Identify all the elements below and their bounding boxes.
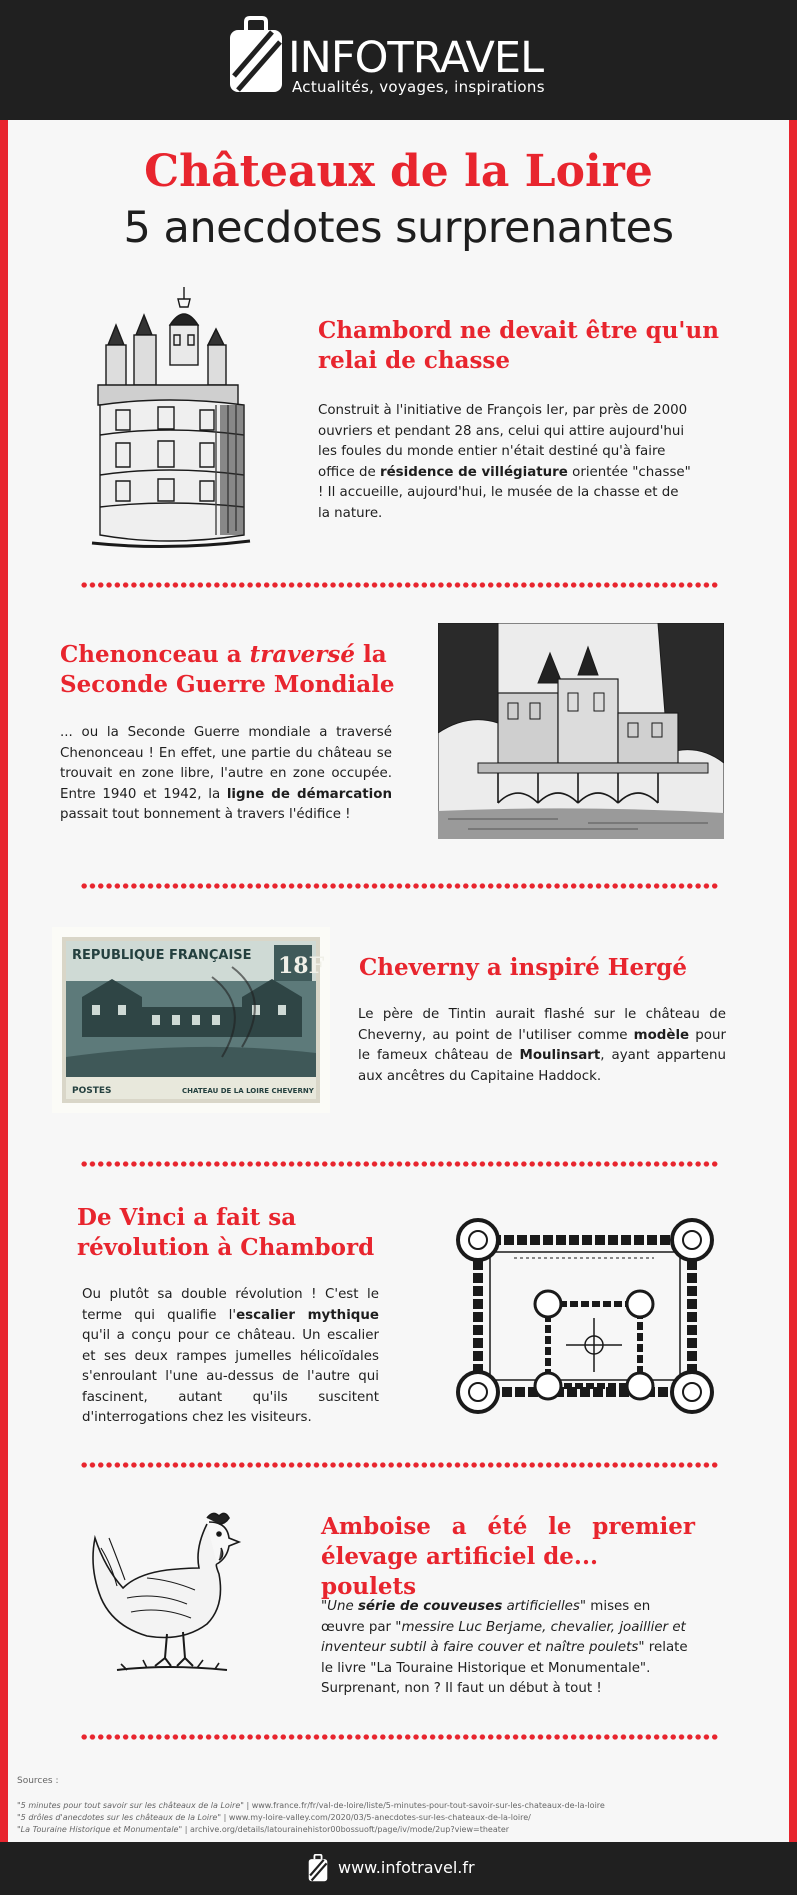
footer-website-link[interactable]: www.infotravel.fr [338,1858,475,1877]
dotted-separator [80,883,720,889]
bold-text [358,1599,502,1614]
section-title-amboise [321,1512,695,1602]
body-text-run: Ou plutôt sa double révolution ! C'est le terme qui qualifie l' [82,1287,379,1323]
body-text-run: Construit à l'initiative de François Ier, par près de 2000 ouvriers et pendant 28 ans, celui qui attire aujourd'hui les foules du monde entier n'était destiné qu'à faire office de [318,403,688,480]
stamp-caption: CHATEAU DE LA LOIRE CHEVERNY [182,1087,314,1095]
section-body-chenonceau [60,723,392,826]
source-link[interactable]: | www.my-loire-valley.com/2020/03/5-anecdotes-sur-les-chateaux-de-la-loire/ [221,1813,531,1822]
bold-text: escalier mythique [236,1307,379,1323]
body-text-run: ... ou la Seconde Guerre mondiale a traversé Chenonceau ! En effet, une partie du château se trouvait en zone libre, l'autre en zone occupée. Entre 1940 et 1942, la [60,725,392,802]
source-link[interactable]: | www.france.fr/fr/val-de-loire/liste/5-minutes-pour-tout-savoir-sur-les-chateaux-de-la-loire [243,1801,605,1810]
page-title: Châteaux de la Loire [144,146,653,197]
title-word: a [451,1513,467,1540]
source-title: "La Touraine Historique et Monumentale" [17,1825,183,1834]
section-title-chambord [318,316,719,376]
body-text-run: , ayant appartenu aux ancêtres du Capitaine Haddock. [358,1048,726,1084]
source-title: "5 minutes pour tout savoir sur les châteaux de la Loire" [17,1801,244,1810]
suitcase-icon [308,1854,328,1882]
footer-bar [0,1842,797,1895]
title-word: Amboise [321,1513,431,1540]
section-title-cheverny: Cheverny a inspiré Hergé [359,954,687,981]
left-accent-bar [0,120,8,1842]
body-text-run: orientée "chasse" ! Il accueille, aujourd'hui, le musée de la chasse et de la nature. [318,464,691,521]
chambord-tower-engraving [88,285,253,557]
italic-text: artificielles" [502,1599,587,1614]
dotted-separator [80,582,720,588]
chenonceau-engraving [438,623,724,839]
title-text: la [354,641,387,668]
cheverny-stamp [52,927,330,1113]
section-title-line: révolution à Chambord [77,1234,375,1261]
section-title-de-vinci [77,1203,374,1263]
dotted-separator [80,1734,720,1740]
source-item [17,1801,605,1810]
body-text-run: Le père de Tintin aurait flashé sur le château de Cheverny, au point de l'utiliser comme [358,1007,726,1043]
dotted-separator [80,1161,720,1167]
emphasis-text: série de couveuses [357,1599,503,1614]
bold-text: modèle [633,1027,690,1043]
section-title-line: De Vinci a fait sa [77,1204,297,1231]
sources-label: Sources : [17,1776,59,1786]
suitcase-icon [228,16,284,94]
dotted-separator [80,1462,720,1468]
bold-text: Moulinsart [519,1048,601,1063]
italic-text: "Une [321,1599,358,1614]
brand-tagline: Actualités, voyages, inspirations [292,78,545,96]
header-bar [0,0,797,120]
source-link[interactable]: | archive.org/details/latourainehistor00bossuoft/page/iv/mode/2up?view=theater [182,1825,510,1834]
bold-text: ligne de démarcation [226,786,393,802]
section-title-line: relai de chasse [318,347,511,374]
section-title-line: Seconde Guerre Mondiale [60,671,395,698]
bold-text: résidence de villégiature [380,464,568,480]
body-text-run: mises en œuvre par [321,1599,651,1635]
stamp-postes: POSTES [72,1086,112,1096]
chambord-floor-plan [454,1218,716,1414]
source-item [17,1825,509,1834]
body-text-run: pour le fameux château de [358,1027,726,1063]
right-accent-bar [789,120,797,1842]
title-word: premier [592,1513,695,1540]
page-subtitle: 5 anecdotes surprenantes [123,203,674,253]
source-title: "5 drôles d'anecdotes sur les châteaux de la Loire" [17,1813,222,1822]
section-title-chenonceau [60,640,395,700]
title-text: Chenonceau a [60,641,250,668]
source-item [17,1813,531,1822]
section-title-line: Chambord ne devait être qu'un [318,317,719,344]
section-body-cheverny [358,1005,726,1087]
section-body-de-vinci [82,1285,379,1429]
stamp-country: REPUBLIQUE FRANÇAISE [72,948,252,963]
title-word: le [548,1513,572,1540]
brand-name: INFOTRAVEL [288,33,544,83]
body-text-run: passait tout bonnement à travers l'édifice ! [60,807,351,822]
italic-text: "messire Luc Berjame, chevalier, joaillier et inventeur subtil à faire couver et naître poulets" [321,1619,686,1655]
section-body-amboise [321,1597,697,1700]
hen-engraving [87,1508,252,1678]
body-text-run: relate le livre "La Touraine Historique et Monumentale". Surprenant, non ? Il faut un début à tout ! [321,1640,688,1696]
section-title-line [321,1512,695,1542]
stamp-value: 18F [278,953,325,979]
body-text-run: qu'il a conçu pour ce château. Un escalier et ses deux rampes jumelles hélicoïdales s'enroulant l'une au-dessus de l'autre qui fascinent, autant qu'ils suscitent d'interrogations chez les visiteurs. [82,1328,379,1425]
section-body-chambord [318,401,694,524]
title-word: été [487,1513,528,1540]
section-title-line: élevage artificiel de... poulets [321,1543,598,1600]
title-italic-word: traversé [249,641,355,668]
